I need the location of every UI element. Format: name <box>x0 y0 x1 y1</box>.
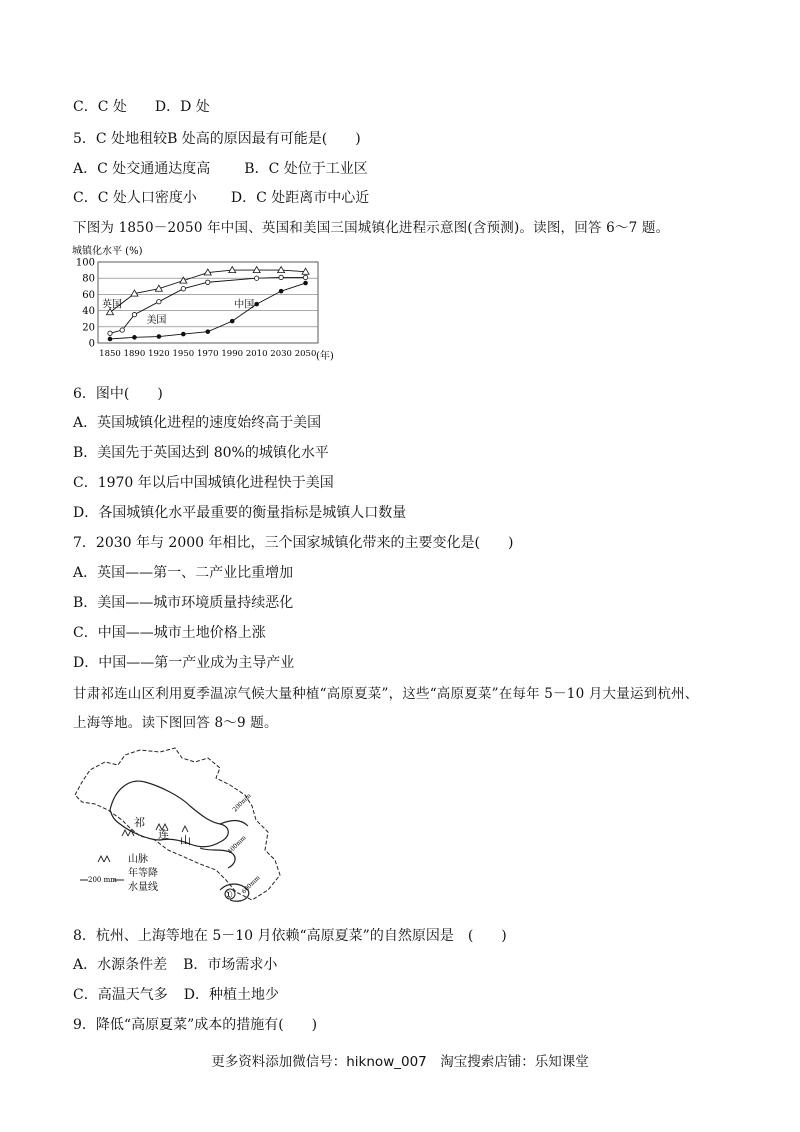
q4-option-c: C．C 处 <box>73 99 127 115</box>
y-tick-label: 100 <box>75 257 95 269</box>
x-tick-label: 1890 <box>123 349 146 359</box>
qilian-map <box>70 740 290 905</box>
data-point <box>108 337 113 342</box>
q5-option-a: A．C 处交通通达度高 <box>73 161 211 177</box>
chart-series <box>102 267 309 342</box>
series-line <box>110 270 306 312</box>
q6-stem: 6．图中( ) <box>73 386 163 402</box>
series-label: 美国 <box>146 314 167 326</box>
data-point <box>108 331 112 335</box>
data-point <box>157 334 162 339</box>
chart-yticks <box>76 258 95 350</box>
q7-option-a: A．英国——第一、二产业比重增加 <box>73 565 294 581</box>
x-tick-label: 2050 <box>294 349 317 359</box>
legend-mountain-icon <box>98 856 110 862</box>
q9-stem: 9．降低“高原夏菜”成本的措施有( ) <box>73 1017 318 1033</box>
q4-options <box>73 98 210 116</box>
q5-option-c: C．C 处人口密度小 <box>73 190 197 206</box>
data-point <box>181 332 186 337</box>
data-point <box>205 329 210 334</box>
series-label: 中国 <box>234 299 255 311</box>
series-中国 <box>108 281 308 341</box>
x-tick-label: 1950 <box>172 349 195 359</box>
y-tick-label: 20 <box>82 322 95 334</box>
q7-option-c: C．中国——城市土地价格上涨 <box>73 625 266 641</box>
data-point <box>279 275 283 279</box>
q5-options-cd <box>73 189 369 207</box>
q8-options-cd <box>73 986 279 1004</box>
mountain-char-qi: 祁 <box>134 816 145 829</box>
q8-options-ab <box>73 956 277 974</box>
q5-options-ab <box>73 160 368 178</box>
data-point <box>120 328 124 332</box>
data-point <box>132 312 136 316</box>
data-point <box>303 275 307 279</box>
legend-mountain-label: 山脉 <box>128 854 148 865</box>
data-point <box>303 281 308 286</box>
series-英国 <box>107 267 310 315</box>
data-point <box>279 289 284 294</box>
x-tick-label: 1990 <box>221 349 244 359</box>
intro-8-9-line1: 甘肃祁连山区利用夏季温凉气候大量种植“高原夏菜”，这些“高原夏菜”在每年 5－10 月大量运到杭州、 <box>73 686 699 702</box>
marker-1: ① <box>224 890 233 901</box>
intro-8-9-line2: 上海等地。读下图回答 8～9 题。 <box>73 715 278 731</box>
intro-6-7: 下图为 1850－2050 年中国、英国和美国三国城镇化进程示意图(含预测)。读图，回答 6～7 题。 <box>73 220 670 236</box>
y-tick-label: 40 <box>82 306 95 318</box>
data-point <box>132 335 137 340</box>
contour-label-600: 600mm <box>240 874 262 896</box>
q8-option-b: B．市场需求小 <box>183 957 278 973</box>
contour-label-200: 200mm <box>231 792 253 814</box>
q6-option-b: B．美国先于英国达到 80%的城镇化水平 <box>73 445 329 461</box>
x-tick-label: 1970 <box>196 349 219 359</box>
data-point <box>206 280 210 284</box>
data-point <box>230 319 235 324</box>
q7-stem: 7．2030 年与 2000 年相比，三个国家城镇化带来的主要变化是( ) <box>73 535 514 551</box>
chart-ylabel: 城镇化水平 (%) <box>72 246 143 257</box>
data-point <box>157 299 161 303</box>
x-tick-label: 2010 <box>245 349 268 359</box>
urbanization-chart <box>70 240 334 365</box>
q6-option-d: D．各国城镇化水平最重要的衡量指标是城镇人口数量 <box>73 505 407 521</box>
legend-isoline-label1: 年等降 <box>128 868 158 879</box>
footer: 更多资料添加微信号：hiknow_007 淘宝搜索店铺：乐知课堂 <box>211 1054 589 1070</box>
q5-option-d: D．C 处距离市中心近 <box>230 190 370 206</box>
x-tick-label: 1850 <box>99 349 121 359</box>
legend-isoline-label2: 水量线 <box>128 882 158 893</box>
series-line <box>110 277 306 333</box>
legend-isoline-value: 200 mm <box>88 876 117 884</box>
y-tick-label: 80 <box>82 273 95 285</box>
mountain-char-lian: 连 <box>158 828 169 841</box>
y-tick-label: 0 <box>88 338 95 350</box>
q7-option-d: D．中国——第一产业成为主导产业 <box>73 655 295 671</box>
q5-option-b: B．C 处位于工业区 <box>244 161 368 177</box>
q8-stem: 8．杭州、上海等地在 5－10 月依赖“高原夏菜”的自然原因是 ( ) <box>73 928 507 944</box>
data-point <box>278 267 285 273</box>
chart-xticks <box>99 349 316 359</box>
chart-xlabel: (年) <box>316 351 334 362</box>
q6-option-a: A．英国城镇化进程的速度始终高于美国 <box>73 415 322 431</box>
q4-option-d: D．D 处 <box>154 99 210 115</box>
data-point <box>254 302 259 307</box>
y-tick-label: 60 <box>82 289 95 301</box>
series-label: 英国 <box>102 299 122 311</box>
data-point <box>254 276 258 280</box>
data-point <box>253 267 260 273</box>
map-legend <box>80 852 158 893</box>
x-tick-label: 2030 <box>270 349 292 359</box>
mountain-char-shan: 山 <box>180 834 191 847</box>
series-美国 <box>108 275 308 335</box>
q5-stem: 5．C 处地租较B 处高的原因最有可能是( ) <box>73 131 361 147</box>
q6-option-c: C．1970 年以后中国城镇化进程快于美国 <box>73 475 334 491</box>
x-tick-label: 1920 <box>148 349 170 359</box>
q8-option-d: D．种植土地少 <box>183 987 279 1003</box>
q7-option-b: B．美国——城市环境质量持续恶化 <box>73 595 294 611</box>
inner-contour <box>110 781 228 847</box>
data-point <box>229 267 236 273</box>
contour-label-400: 400mm <box>226 834 248 856</box>
q8-option-a: A．水源条件差 <box>73 957 168 973</box>
q8-option-c: C．高温天气多 <box>73 987 168 1003</box>
data-point <box>181 287 185 291</box>
